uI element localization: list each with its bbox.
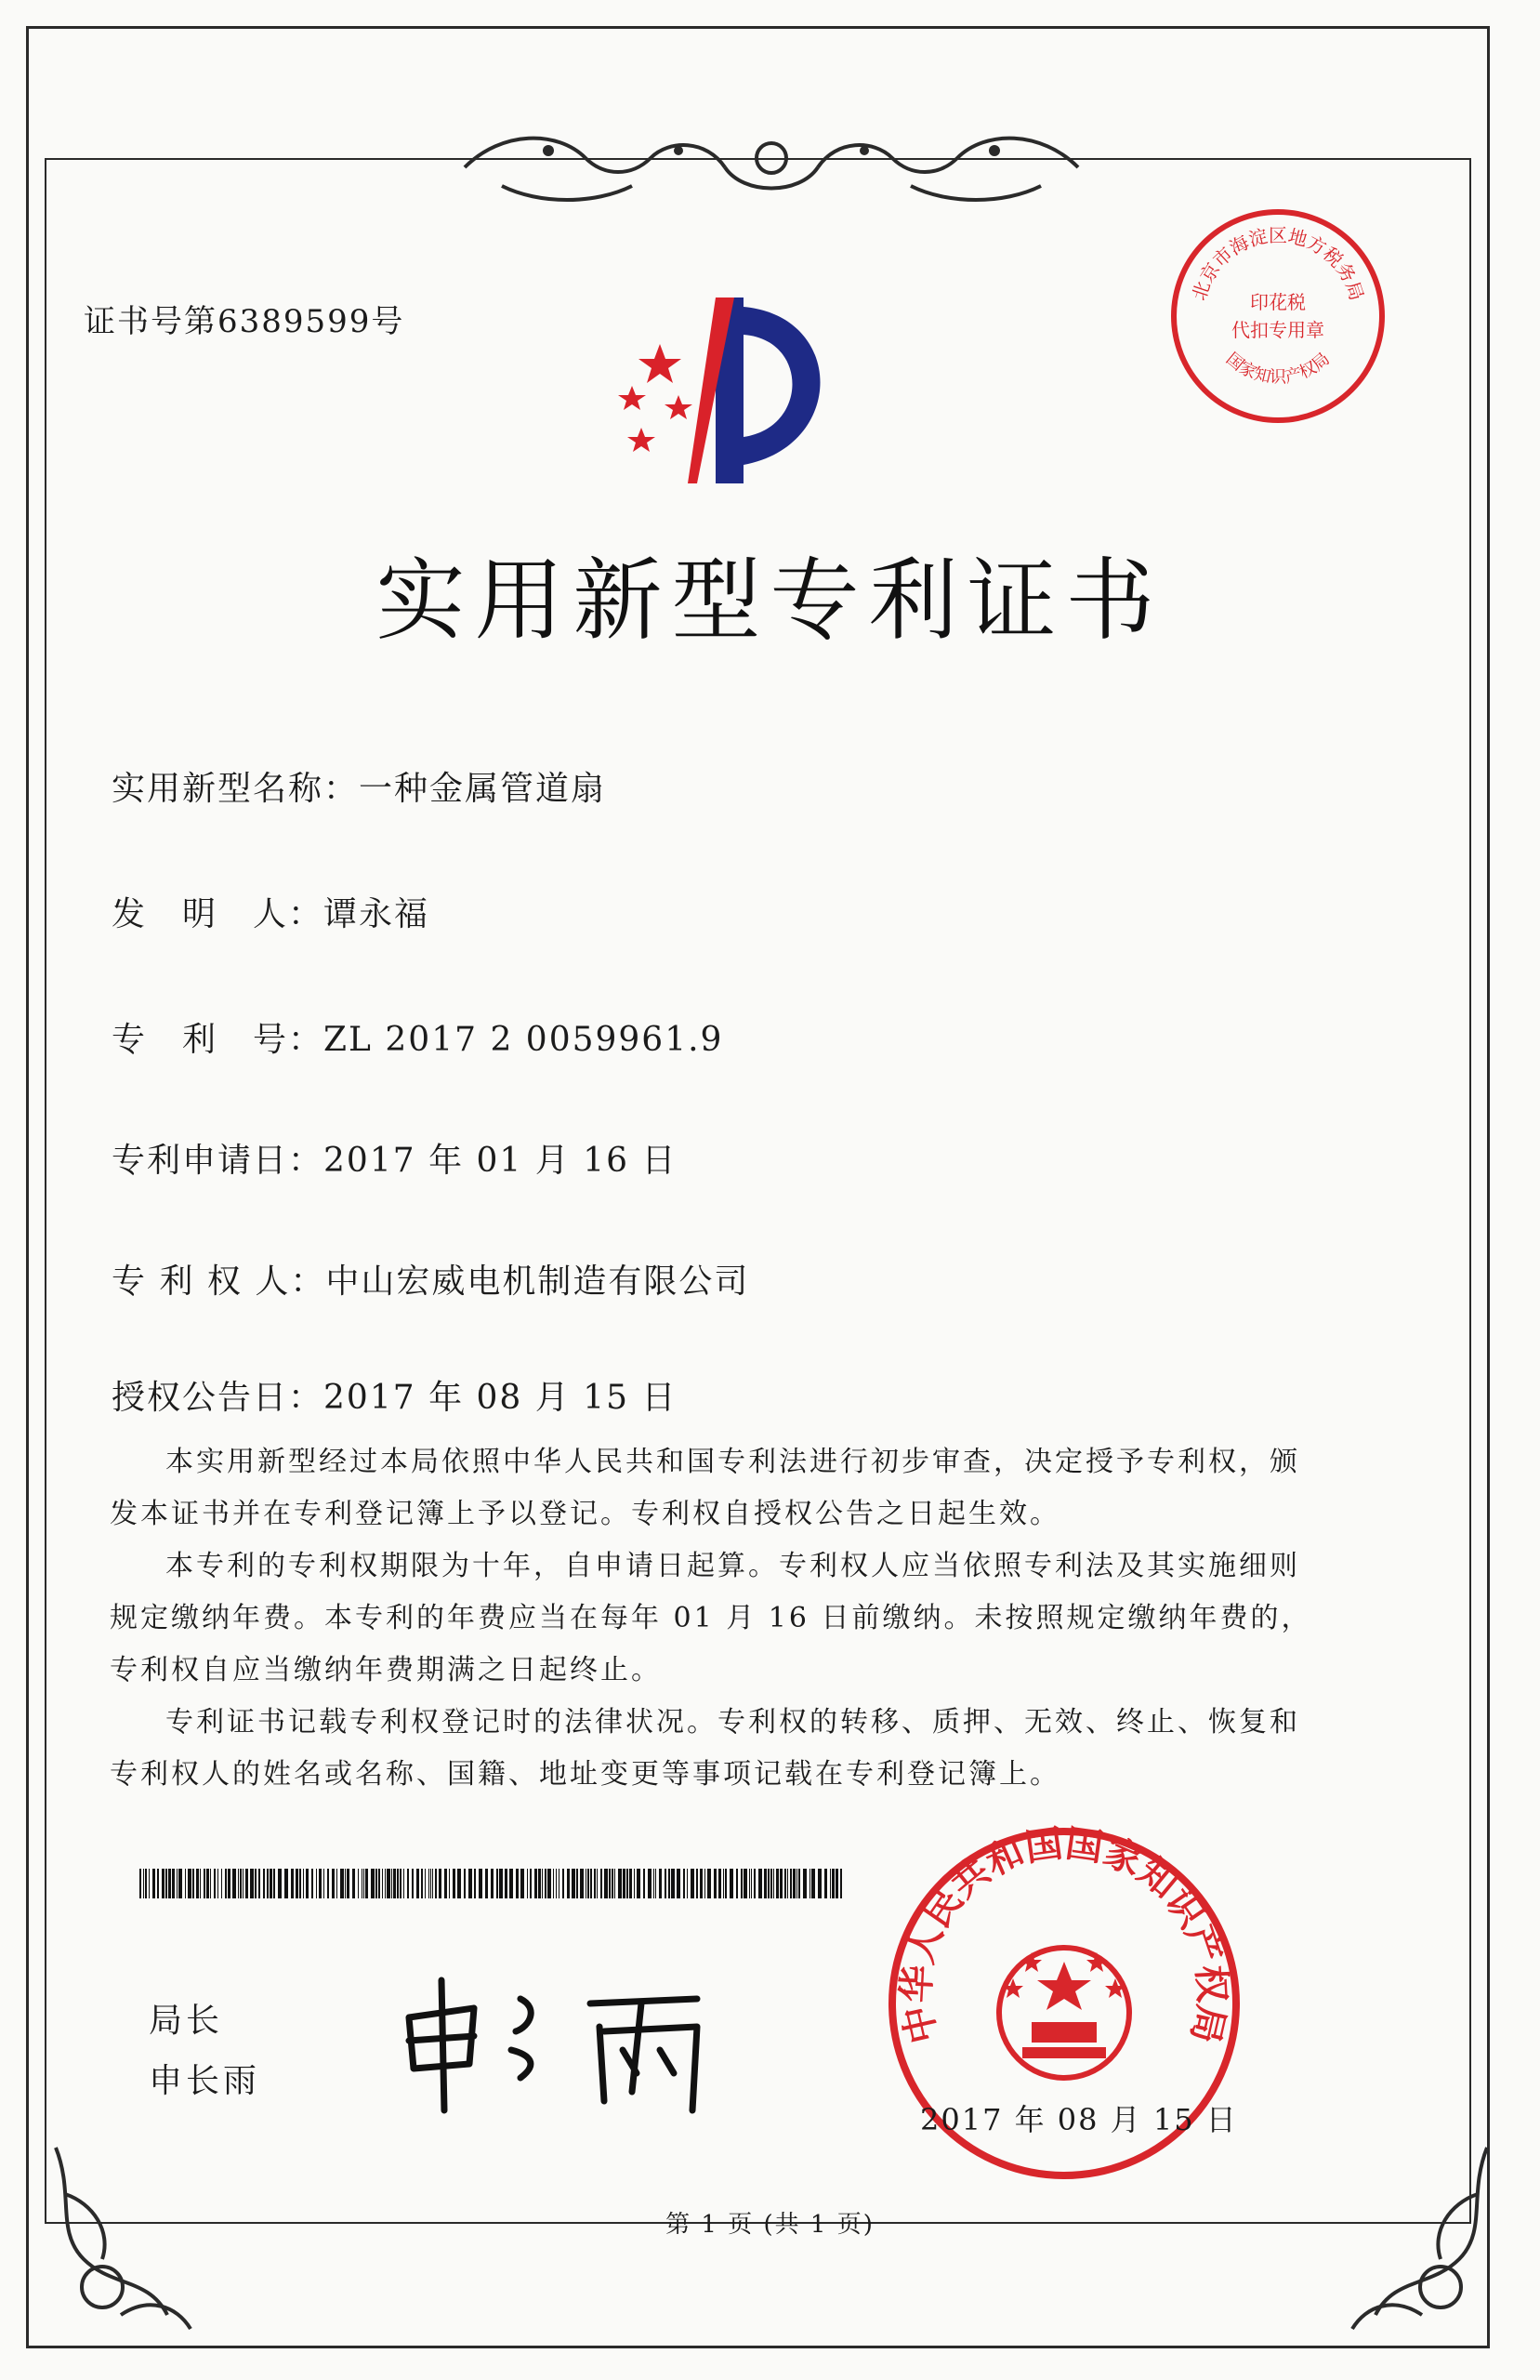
barcode-bar: [787, 1869, 788, 1898]
field-label: 发 明 人：: [112, 895, 324, 933]
bottom-left-ornament: [37, 2138, 204, 2343]
barcode-bar: [655, 1869, 656, 1898]
barcode-bar: [520, 1869, 524, 1898]
barcode-bar: [449, 1869, 450, 1898]
barcode-bar: [741, 1869, 743, 1898]
barcode-bar: [700, 1869, 703, 1898]
barcode-bar: [614, 1869, 615, 1898]
barcode-bar: [378, 1869, 380, 1898]
barcode-bar: [643, 1869, 645, 1898]
barcode-bar: [634, 1869, 635, 1898]
barcode-bar: [542, 1869, 543, 1898]
barcode-bar: [704, 1869, 705, 1898]
barcode-bar: [403, 1869, 404, 1898]
barcode-bar: [723, 1869, 724, 1898]
barcode-bar: [250, 1869, 254, 1898]
barcode-bar: [587, 1869, 589, 1898]
barcode-bar: [464, 1869, 466, 1898]
barcode-bar: [428, 1869, 429, 1898]
barcode-bar: [168, 1869, 171, 1898]
barcode-bar: [214, 1869, 216, 1898]
barcode-bar: [764, 1869, 767, 1898]
barcode-bar: [562, 1869, 564, 1898]
barcode-bar: [830, 1869, 831, 1898]
barcode-bar: [796, 1869, 797, 1898]
bottom-right-ornament: [1338, 2138, 1506, 2343]
barcode-bar: [421, 1869, 423, 1898]
field-value: 中山宏威电机制造有限公司: [325, 1263, 750, 1301]
field-value: 一种金属管道扇: [359, 770, 607, 808]
barcode-bar: [609, 1869, 611, 1898]
barcode-bar: [576, 1869, 578, 1898]
barcode-bar: [382, 1869, 383, 1898]
barcode-bar: [416, 1869, 419, 1898]
tax-stamp-line-2: 代扣专用章: [1231, 319, 1324, 341]
barcode-bar: [671, 1869, 675, 1898]
barcode-bar: [751, 1869, 752, 1898]
barcode-bar: [200, 1869, 201, 1898]
barcode-bar: [505, 1869, 507, 1898]
barcode-bar: [744, 1869, 747, 1898]
field-label: 实用新型名称：: [112, 770, 360, 808]
barcode-bar: [278, 1869, 282, 1898]
barcode-bar: [336, 1869, 337, 1898]
field-grant-date: [112, 1371, 677, 1419]
body-paragraph: 本专利的专利权期限为十年，自申请日起算。专利权人应当依照专利法及其实施细则规定缴纳年费。本专利的年费应当在每年 01 月 16 日前缴纳。未按照规定缴纳年费的，专利权自应当缴纳年费期满之日起终止。: [110, 1550, 1312, 1686]
field-inventor: [112, 888, 429, 935]
barcode-bar: [509, 1869, 513, 1898]
barcode-bar: [371, 1869, 375, 1898]
tax-stamp-line-1: 印花税: [1250, 291, 1306, 313]
barcode-bar: [773, 1869, 774, 1898]
barcode-bar: [430, 1869, 431, 1898]
barcode-bar: [145, 1869, 147, 1898]
barcode-bar: [809, 1869, 810, 1898]
barcode-bar: [363, 1869, 364, 1898]
barcode-bar: [637, 1869, 640, 1898]
barcode-bar: [623, 1869, 625, 1898]
barcode-bar: [311, 1869, 313, 1898]
barcode-bar: [707, 1869, 711, 1898]
barcode-bar: [665, 1869, 666, 1898]
barcode-bar: [629, 1869, 632, 1898]
barcode-bar: [267, 1869, 269, 1898]
barcode-bar: [139, 1869, 141, 1898]
barcode-bar: [397, 1869, 399, 1898]
barcode-bar: [238, 1869, 239, 1898]
barcode-bar: [770, 1869, 772, 1898]
svg-text:国家知识产权局: [1222, 350, 1334, 388]
barcode-bar: [303, 1869, 304, 1898]
barcode-bar: [653, 1869, 654, 1898]
barcode-bar: [255, 1869, 257, 1898]
barcode-bar: [393, 1869, 396, 1898]
barcode-bar: [352, 1869, 355, 1898]
barcode-bar: [696, 1869, 698, 1898]
seal-arc-text: 中华人民共和国国家知识产权局: [895, 1822, 1233, 2047]
field-patentee: [112, 1255, 749, 1302]
patent-office-emblem: [604, 288, 864, 502]
director-title: 局长: [149, 2002, 224, 2040]
barcode-bar: [284, 1869, 288, 1898]
barcode-bar: [245, 1869, 248, 1898]
director-name: 申长雨: [149, 2062, 261, 2100]
field-label: 授权公告日：: [112, 1379, 324, 1417]
field-label: 专 利 号：: [112, 1021, 324, 1059]
barcode-bar: [677, 1869, 680, 1898]
barcode-bar: [687, 1869, 688, 1898]
barcode-bar: [714, 1869, 717, 1898]
barcode-bar: [496, 1869, 498, 1898]
barcode-bar: [556, 1869, 557, 1898]
barcode-bar: [790, 1869, 792, 1898]
barcode-bar: [299, 1869, 301, 1898]
certificate-body: [110, 1436, 1318, 1801]
body-paragraph: 本实用新型经过本局依照中华人民共和国专利法进行初步审查，决定授予专利权，颁发本证书并在专利登记簿上予以登记。专利权自授权公告之日起生效。: [110, 1446, 1300, 1530]
barcode-bar: [530, 1869, 532, 1898]
barcode-bar: [365, 1869, 368, 1898]
barcode-bar: [468, 1869, 472, 1898]
barcode-bar: [811, 1869, 815, 1898]
barcode-bar: [206, 1869, 209, 1898]
barcode-bar: [210, 1869, 211, 1898]
barcode-bar: [527, 1869, 528, 1898]
barcode-bar: [538, 1869, 541, 1898]
barcode-bar: [758, 1869, 762, 1898]
field-application-date: [112, 1134, 677, 1182]
barcode-bar: [590, 1869, 592, 1898]
issue-date: 2017 年 08 月 15 日: [920, 2102, 1238, 2137]
barcode-bar: [553, 1869, 554, 1898]
barcode-bar: [221, 1869, 222, 1898]
barcode-bar: [836, 1869, 838, 1898]
page-number: 第 1 页 (共 1 页): [665, 2211, 875, 2239]
barcode-bar: [439, 1869, 441, 1898]
barcode-bar: [600, 1869, 602, 1898]
barcode-bar: [358, 1869, 359, 1898]
barcode-bar: [177, 1869, 178, 1898]
barcode-bar: [387, 1869, 390, 1898]
barcode-bar: [648, 1869, 652, 1898]
barcode-bar: [730, 1869, 733, 1898]
barcode-bar: [204, 1869, 205, 1898]
barcode-bar: [784, 1869, 786, 1898]
director-signature: [390, 1962, 744, 2120]
barcode-bar: [594, 1869, 596, 1898]
tax-stamp: [1166, 205, 1389, 428]
barcode-bar: [803, 1869, 807, 1898]
barcode-bar: [258, 1869, 260, 1898]
barcode-bar: [400, 1869, 401, 1898]
barcode-bar: [683, 1869, 685, 1898]
certificate-number: 证书号第6389599号: [84, 303, 405, 340]
barcode-bar: [157, 1869, 159, 1898]
barcode-bar: [162, 1869, 165, 1898]
barcode-bar: [319, 1869, 322, 1898]
barcode-bar: [332, 1869, 335, 1898]
barcode-bar: [340, 1869, 344, 1898]
barcode-bar: [457, 1869, 461, 1898]
barcode-bar: [165, 1869, 167, 1898]
barcode-bar: [453, 1869, 455, 1898]
barcode-bar: [572, 1869, 575, 1898]
field-utility-model-name: [112, 762, 606, 810]
barcode-bar: [327, 1869, 329, 1898]
svg-text:中华人民共和国国家知识产权局: [895, 1822, 1233, 2047]
barcode-bar: [626, 1869, 628, 1898]
barcode-bar: [840, 1869, 842, 1898]
barcode-bar: [172, 1869, 175, 1898]
barcode: [139, 1869, 846, 1898]
barcode-bar: [798, 1869, 800, 1898]
barcode-bar: [375, 1869, 377, 1898]
barcode-bar: [618, 1869, 622, 1898]
barcode-bar: [604, 1869, 608, 1898]
body-paragraph: 专利证书记载专利权登记时的法律状况。专利权的转移、质押、无效、终止、恢复和专利权人的姓名或名称、国籍、地址变更等事项记载在专利登记簿上。: [110, 1706, 1300, 1791]
barcode-bar: [432, 1869, 433, 1898]
barcode-bar: [659, 1869, 662, 1898]
barcode-bar: [736, 1869, 738, 1898]
barcode-bar: [491, 1869, 494, 1898]
barcode-bar: [479, 1869, 482, 1898]
barcode-bar: [196, 1869, 199, 1898]
barcode-bar: [545, 1869, 546, 1898]
barcode-bar: [444, 1869, 447, 1898]
barcode-bar: [612, 1869, 613, 1898]
barcode-bar: [754, 1869, 756, 1898]
barcode-bar: [824, 1869, 827, 1898]
field-value: 2017 年 01 月 16 日: [323, 1142, 678, 1180]
page-title: 实用新型专利证书: [375, 549, 1165, 653]
field-label: 专利申请日：: [112, 1142, 324, 1180]
barcode-bar: [597, 1869, 598, 1898]
barcode-bar: [232, 1869, 236, 1898]
barcode-bar: [291, 1869, 294, 1898]
barcode-bar: [185, 1869, 186, 1898]
barcode-bar: [391, 1869, 392, 1898]
barcode-bar: [385, 1869, 386, 1898]
field-label: 专 利 权 人：: [112, 1263, 326, 1301]
barcode-bar: [749, 1869, 750, 1898]
barcode-bar: [474, 1869, 476, 1898]
field-value: 2017 年 08 月 15 日: [323, 1379, 678, 1417]
barcode-bar: [832, 1869, 835, 1898]
barcode-bar: [516, 1869, 519, 1898]
barcode-bar: [412, 1869, 414, 1898]
barcode-bar: [818, 1869, 822, 1898]
barcode-bar: [435, 1869, 437, 1898]
barcode-bar: [718, 1869, 721, 1898]
barcode-bar: [547, 1869, 551, 1898]
barcode-bar: [192, 1869, 194, 1898]
barcode-bar: [725, 1869, 727, 1898]
field-value: 谭永福: [323, 895, 430, 933]
barcode-bar: [668, 1869, 670, 1898]
barcode-bar: [425, 1869, 426, 1898]
barcode-bar: [243, 1869, 244, 1898]
barcode-bar: [240, 1869, 242, 1898]
barcode-bar: [534, 1869, 537, 1898]
barcode-bar: [776, 1869, 779, 1898]
barcode-bar: [188, 1869, 191, 1898]
barcode-bar: [225, 1869, 227, 1898]
top-ornament: [446, 121, 1097, 214]
barcode-bar: [407, 1869, 409, 1898]
barcode-bar: [499, 1869, 503, 1898]
barcode-bar: [691, 1869, 694, 1898]
tax-stamp-arc-text: 北京市海淀区地方税务局: [1187, 224, 1369, 304]
field-patent-number: [112, 1013, 723, 1061]
barcode-bar: [217, 1869, 218, 1898]
barcode-bar: [768, 1869, 770, 1898]
barcode-bar: [316, 1869, 317, 1898]
barcode-bar: [149, 1869, 150, 1898]
barcode-bar: [323, 1869, 324, 1898]
barcode-bar: [228, 1869, 230, 1898]
barcode-bar: [345, 1869, 346, 1898]
barcode-bar: [270, 1869, 272, 1898]
tax-stamp-bottom-text: 国家知识产权局: [1222, 349, 1334, 388]
barcode-bar: [580, 1869, 584, 1898]
barcode-bar: [273, 1869, 275, 1898]
barcode-bar: [143, 1869, 144, 1898]
barcode-bar: [780, 1869, 783, 1898]
barcode-bar: [567, 1869, 570, 1898]
barcode-bar: [485, 1869, 488, 1898]
barcode-bar: [263, 1869, 265, 1898]
barcode-bar: [793, 1869, 796, 1898]
barcode-bar: [347, 1869, 349, 1898]
barcode-bar: [178, 1869, 182, 1898]
barcode-bar: [306, 1869, 309, 1898]
field-value: ZL 2017 2 0059961.9: [323, 1021, 724, 1059]
barcode-bar: [296, 1869, 298, 1898]
barcode-bar: [152, 1869, 155, 1898]
